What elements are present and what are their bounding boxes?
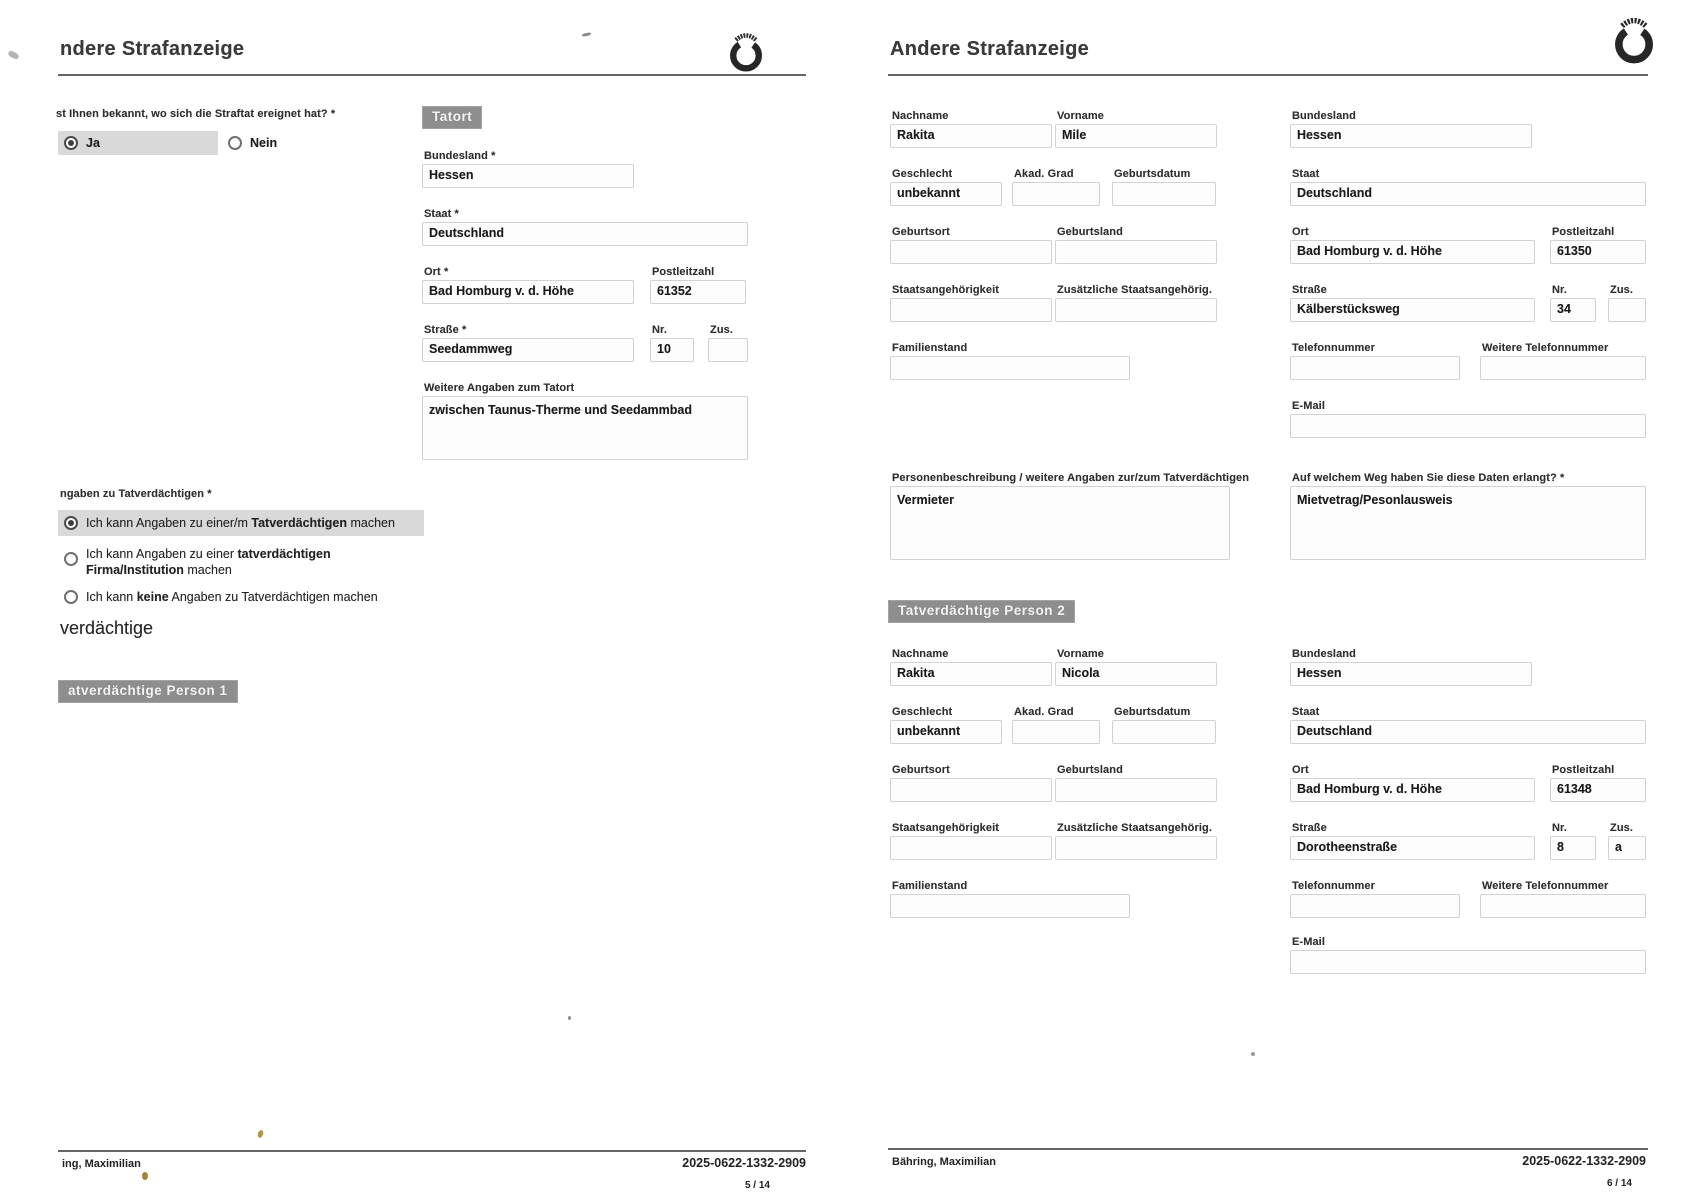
p2-geschlecht-field[interactable]: unbekannt	[890, 720, 1002, 744]
p1-geburtsland-field[interactable]	[1055, 240, 1217, 264]
police-online-wache-logo-icon	[1608, 14, 1660, 69]
p2-geburtsland-label: Geburtsland	[1057, 764, 1123, 776]
header-rule	[888, 74, 1648, 76]
p1-daten-erlangt-field[interactable]: Mietvetrag/Pesonlausweis	[1290, 486, 1646, 560]
ort-label: Ort *	[424, 266, 449, 278]
radio-nein-label: Nein	[250, 136, 278, 150]
p2-familienstand-field[interactable]	[890, 894, 1130, 918]
p2-geburtsland-field[interactable]	[1055, 778, 1217, 802]
p2-vorname-label: Vorname	[1057, 648, 1104, 660]
p2-telefonnummer-label: Telefonnummer	[1292, 880, 1375, 892]
nr-field[interactable]: 10	[650, 338, 694, 362]
radio-text: machen	[347, 516, 395, 530]
p1-ort-field[interactable]: Bad Homburg v. d. Höhe	[1290, 240, 1535, 264]
p1-ort-label: Ort	[1292, 226, 1309, 238]
radio-text: Ich kann Angaben zu einer	[86, 547, 238, 561]
p1-weitere-telefonnummer-label: Weitere Telefonnummer	[1482, 342, 1609, 354]
footer-page-number: 6 / 14	[1606, 1178, 1632, 1189]
p2-nachname-label: Nachname	[892, 648, 949, 660]
angaben-zu-tatverdaechtigen-label: ngaben zu Tatverdächtigen *	[60, 488, 212, 500]
radio-ja-label: Ja	[86, 136, 100, 150]
p2-akad-grad-label: Akad. Grad	[1014, 706, 1074, 718]
radio-text: machen	[183, 563, 232, 577]
police-online-wache-logo-icon	[724, 30, 768, 77]
p1-weitere-telefonnummer-field[interactable]	[1480, 356, 1646, 380]
p1-nachname-field[interactable]: Rakita	[890, 124, 1052, 148]
p1-zus-label: Zus.	[1610, 284, 1634, 296]
footer-rule	[888, 1148, 1648, 1150]
p1-nachname-label: Nachname	[892, 110, 949, 122]
bundesland-label: Bundesland *	[424, 150, 496, 162]
footer-name: Bähring, Maximilian	[892, 1156, 996, 1168]
p2-zusaetzliche-staatsangehoerig-label: Zusätzliche Staatsangehörig.	[1057, 822, 1213, 834]
zus-field[interactable]	[708, 338, 748, 362]
p1-geburtsland-label: Geburtsland	[1057, 226, 1123, 238]
p1-staatsangehoerigkeit-label: Staatsangehörigkeit	[892, 284, 1000, 296]
right-page	[840, 0, 1696, 1199]
zus-label: Zus.	[710, 324, 734, 336]
p1-vorname-label: Vorname	[1057, 110, 1104, 122]
radio-nein[interactable]	[228, 136, 242, 150]
suspects-heading: verdächtige	[60, 618, 154, 638]
footer-name: ing, Maximilian	[62, 1158, 141, 1170]
p1-familienstand-field[interactable]	[890, 356, 1130, 380]
radio-text-bold: Tatverdächtigen	[251, 516, 348, 530]
p2-postleitzahl-label: Postleitzahl	[1552, 764, 1615, 776]
p2-email-label: E-Mail	[1292, 936, 1325, 948]
postleitzahl-label: Postleitzahl	[652, 266, 715, 278]
p1-geschlecht-field[interactable]: unbekannt	[890, 182, 1002, 206]
footer-page-number: 5 / 14	[744, 1180, 770, 1191]
p1-postleitzahl-field[interactable]: 61350	[1550, 240, 1646, 264]
left-page	[0, 0, 840, 1199]
p2-geburtsort-field[interactable]	[890, 778, 1052, 802]
p2-geschlecht-label: Geschlecht	[892, 706, 953, 718]
radio-keine-angaben-label	[86, 589, 378, 605]
postleitzahl-field[interactable]: 61352	[650, 280, 746, 304]
radio-text-bold: keine	[136, 590, 169, 604]
p2-staatsangehoerigkeit-field[interactable]	[890, 836, 1052, 860]
footer-reference: 2025-0622-1332-2909	[1522, 1154, 1646, 1168]
p2-ort-field[interactable]: Bad Homburg v. d. Höhe	[1290, 778, 1535, 802]
radio-angaben-person-label	[86, 515, 395, 531]
p2-geburtsdatum-field[interactable]	[1112, 720, 1216, 744]
p2-telefonnummer-field[interactable]	[1290, 894, 1460, 918]
section-chip-tatort: Tatort	[422, 106, 482, 129]
radio-angaben-firma-label	[86, 546, 418, 578]
scan-artifact	[1251, 1052, 1255, 1056]
p1-strasse-label: Straße	[1292, 284, 1327, 296]
p1-geburtsort-field[interactable]	[890, 240, 1052, 264]
strasse-label: Straße *	[424, 324, 467, 336]
p1-zus-field[interactable]	[1608, 298, 1646, 322]
radio-angaben-person[interactable]	[64, 516, 78, 530]
p1-personenbeschreibung-label: Personenbeschreibung / weitere Angaben zur/zum Tatverdächtigen	[892, 472, 1250, 484]
strasse-field[interactable]: Seedammweg	[422, 338, 634, 362]
bundesland-field[interactable]: Hessen	[422, 164, 634, 188]
p1-vorname-field[interactable]: Mile	[1055, 124, 1217, 148]
p2-zus-label: Zus.	[1610, 822, 1634, 834]
p2-postleitzahl-field[interactable]: 61348	[1550, 778, 1646, 802]
footer-rule	[58, 1150, 806, 1152]
question-crime-location: st Ihnen bekannt, wo sich die Straftat ereignet hat? *	[56, 108, 336, 120]
page-title: ndere Strafanzeige	[60, 38, 245, 60]
weitere-angaben-field[interactable]: zwischen Taunus-Therme und Seedammbad	[422, 396, 748, 460]
radio-ja[interactable]	[64, 136, 78, 150]
page-title: Andere Strafanzeige	[890, 38, 1090, 60]
p2-vorname-field[interactable]: Nicola	[1055, 662, 1217, 686]
radio-angaben-firma[interactable]	[64, 552, 78, 566]
p1-geburtsort-label: Geburtsort	[892, 226, 950, 238]
nr-label: Nr.	[652, 324, 667, 336]
p2-strasse-label: Straße	[1292, 822, 1327, 834]
radio-keine-angaben[interactable]	[64, 590, 78, 604]
p1-akad-grad-label: Akad. Grad	[1014, 168, 1074, 180]
p2-staat-label: Staat	[1292, 706, 1320, 718]
p1-akad-grad-field[interactable]	[1012, 182, 1100, 206]
p1-staat-field[interactable]: Deutschland	[1290, 182, 1646, 206]
p1-geburtsdatum-field[interactable]	[1112, 182, 1216, 206]
p2-email-field[interactable]	[1290, 950, 1646, 974]
p2-staatsangehoerigkeit-label: Staatsangehörigkeit	[892, 822, 1000, 834]
p1-email-label: E-Mail	[1292, 400, 1325, 412]
scan-artifact	[568, 1016, 571, 1020]
header-rule	[58, 74, 806, 76]
p1-strasse-field[interactable]: Kälberstücksweg	[1290, 298, 1535, 322]
p1-postleitzahl-label: Postleitzahl	[1552, 226, 1615, 238]
p1-staat-label: Staat	[1292, 168, 1320, 180]
p1-geburtsdatum-label: Geburtsdatum	[1114, 168, 1191, 180]
p1-daten-erlangt-label: Auf welchem Weg haben Sie diese Daten erlangt? *	[1292, 472, 1565, 484]
p2-strasse-field[interactable]: Dorotheenstraße	[1290, 836, 1535, 860]
p1-bundesland-label: Bundesland	[1292, 110, 1356, 122]
p1-zusaetzliche-staatsangehoerig-field[interactable]	[1055, 298, 1217, 322]
p2-nr-field[interactable]: 8	[1550, 836, 1596, 860]
footer-reference: 2025-0622-1332-2909	[682, 1156, 806, 1170]
p2-weitere-telefonnummer-field[interactable]	[1480, 894, 1646, 918]
section-chip-person1: atverdächtige Person 1	[58, 680, 238, 703]
weitere-angaben-label: Weitere Angaben zum Tatort	[424, 382, 575, 394]
p2-bundesland-field[interactable]: Hessen	[1290, 662, 1532, 686]
p2-akad-grad-field[interactable]	[1012, 720, 1100, 744]
p1-email-field[interactable]	[1290, 414, 1646, 438]
p1-telefonnummer-field[interactable]	[1290, 356, 1460, 380]
radio-text: Ich kann Angaben zu einer/m	[86, 516, 252, 530]
p2-zusaetzliche-staatsangehoerig-field[interactable]	[1055, 836, 1217, 860]
p1-nr-label: Nr.	[1552, 284, 1567, 296]
staat-field[interactable]: Deutschland	[422, 222, 748, 246]
p2-geburtsdatum-label: Geburtsdatum	[1114, 706, 1191, 718]
p1-telefonnummer-label: Telefonnummer	[1292, 342, 1375, 354]
p2-nr-label: Nr.	[1552, 822, 1567, 834]
p2-bundesland-label: Bundesland	[1292, 648, 1356, 660]
p1-staatsangehoerigkeit-field[interactable]	[890, 298, 1052, 322]
p1-bundesland-field[interactable]: Hessen	[1290, 124, 1532, 148]
staat-label: Staat *	[424, 208, 459, 220]
p1-zusaetzliche-staatsangehoerig-label: Zusätzliche Staatsangehörig.	[1057, 284, 1213, 296]
scan-artifact	[142, 1172, 148, 1180]
p2-nachname-field[interactable]: Rakita	[890, 662, 1052, 686]
radio-text-bold: tatverdächtigen Firma/Institution	[86, 547, 331, 577]
p1-familienstand-label: Familienstand	[892, 342, 968, 354]
section-chip-person2: Tatverdächtige Person 2	[888, 600, 1075, 623]
radio-text: Angaben zu Tatverdächtigen machen	[168, 590, 378, 604]
radio-ja-highlight	[58, 131, 218, 155]
p2-ort-label: Ort	[1292, 764, 1309, 776]
ort-field[interactable]: Bad Homburg v. d. Höhe	[422, 280, 634, 304]
p2-staat-field[interactable]: Deutschland	[1290, 720, 1646, 744]
radio-text: Ich kann	[86, 590, 137, 604]
p1-geschlecht-label: Geschlecht	[892, 168, 953, 180]
p2-zus-field[interactable]: a	[1608, 836, 1646, 860]
p2-weitere-telefonnummer-label: Weitere Telefonnummer	[1482, 880, 1609, 892]
p1-nr-field[interactable]: 34	[1550, 298, 1596, 322]
p2-geburtsort-label: Geburtsort	[892, 764, 950, 776]
p1-personenbeschreibung-field[interactable]: Vermieter	[890, 486, 1230, 560]
p2-familienstand-label: Familienstand	[892, 880, 968, 892]
